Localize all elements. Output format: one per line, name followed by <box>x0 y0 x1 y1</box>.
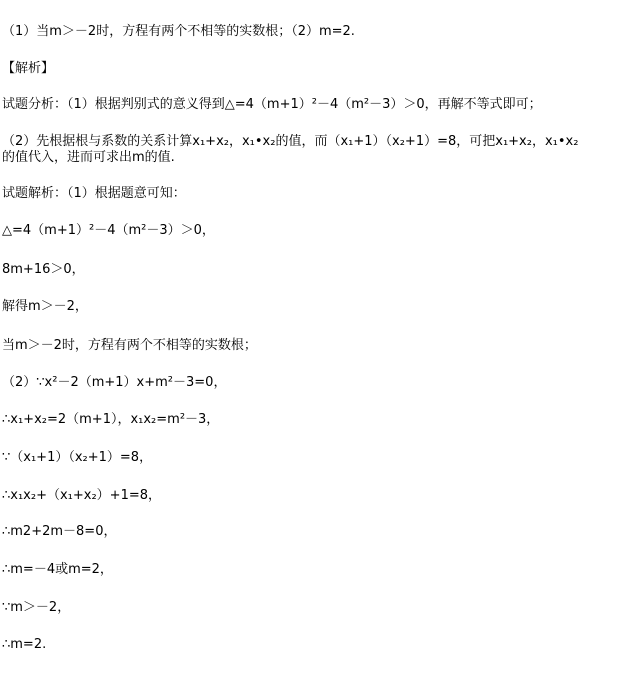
answer-line: （1）当m＞－2时，方程有两个不相等的实数根；（2）m=2. <box>2 24 355 39</box>
solution-line-2: 8m+16＞0， <box>2 262 85 277</box>
solution-line-5: （2）∵x²－2（m+1）x+m²－3=0， <box>2 375 227 390</box>
solution-line-4: 当m＞－2时，方程有两个不相等的实数根； <box>2 338 257 353</box>
analysis-step-2: （2）先根据根与系数的关系计算x₁+x₂，x₁•x₂的值，而（x₁+1）（x₂+1）=8，可把x₁+x₂，x₁•x₂ <box>2 134 579 149</box>
solution-line-1: △=4（m+1）²－4（m²－3）＞0， <box>2 223 215 238</box>
analysis-step-2-cont: 的值代入，进而可求出m的值. <box>2 150 175 165</box>
solution-line-3: 解得m＞－2， <box>2 299 88 314</box>
solution-line-10: ∴m=－4或m=2， <box>2 562 113 577</box>
analysis-heading: 【解析】 <box>2 61 55 76</box>
solution-heading: 试题解析：（1）根据题意可知： <box>2 186 186 201</box>
solution-line-7: ∵（x₁+1）（x₂+1）=8， <box>2 450 153 465</box>
solution-line-11: ∵m＞－2， <box>2 600 71 615</box>
analysis-step-1: 试题分析：（1）根据判别式的意义得到△=4（m+1）²－4（m²－3）＞0，再解不等式即可； <box>2 97 542 112</box>
solution-line-6: ∴x₁+x₂=2（m+1），x₁x₂=m²－3， <box>2 412 220 427</box>
solution-line-12: ∴m=2. <box>2 637 47 652</box>
solution-line-8: ∴x₁x₂+（x₁+x₂）+1=8， <box>2 488 162 503</box>
solution-line-9: ∴m2+2m－8=0， <box>2 524 117 539</box>
